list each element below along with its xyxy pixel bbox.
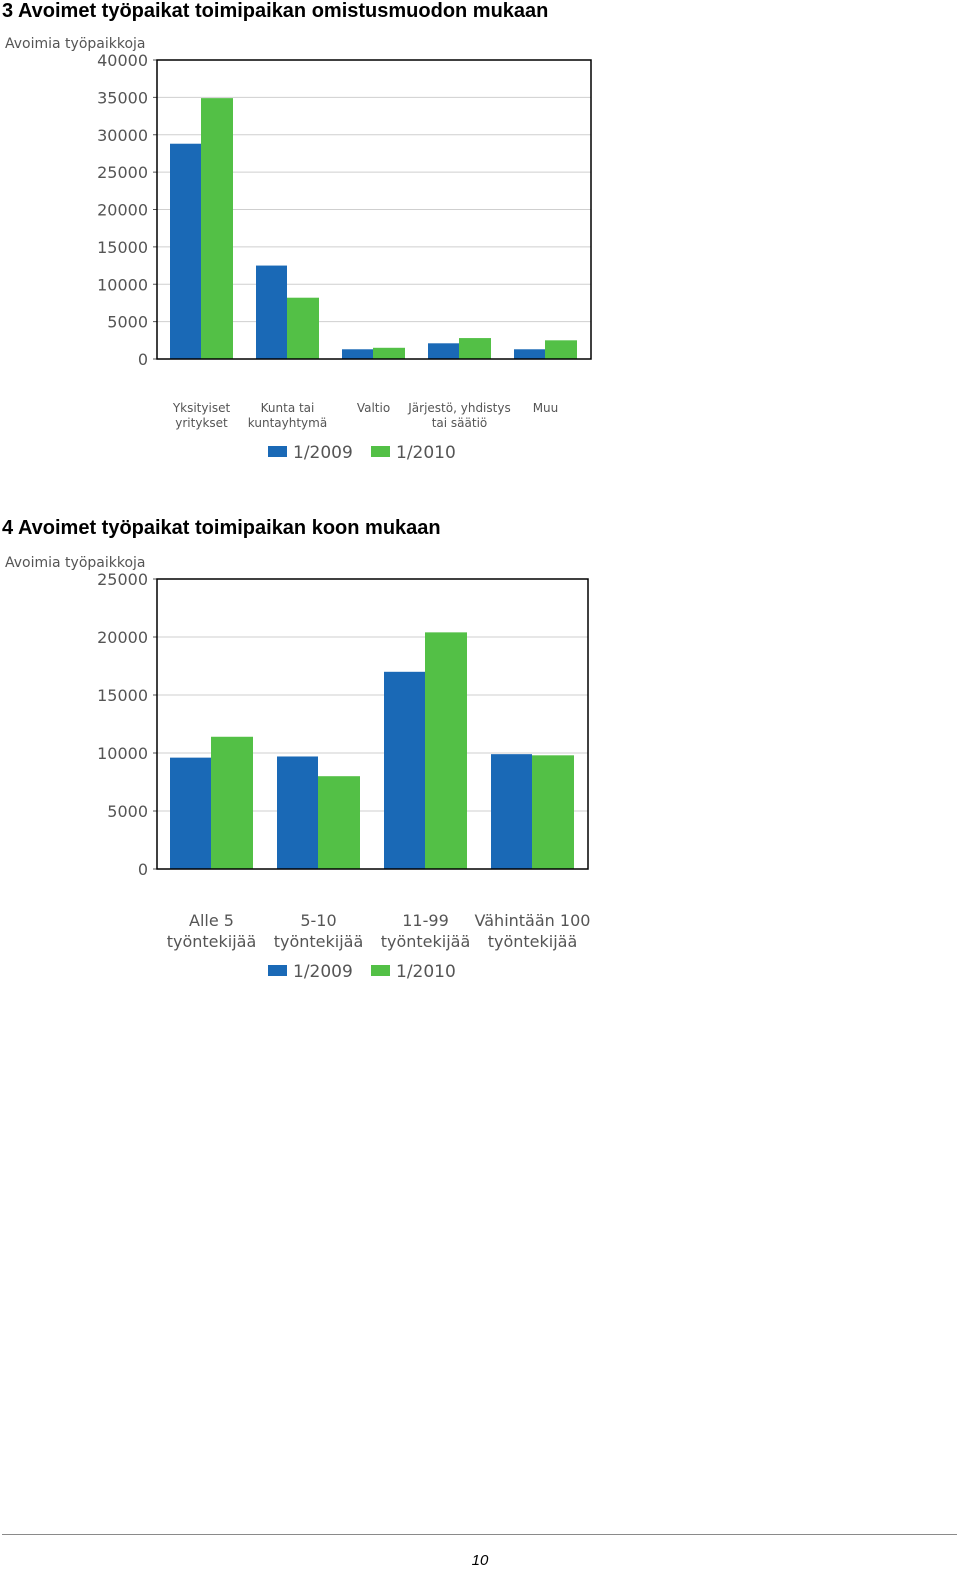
y-tick-label: 5000	[107, 312, 148, 332]
category-label: yritykset	[175, 416, 228, 430]
legend-label: 1/2009	[293, 443, 353, 463]
category-label: Muu	[532, 401, 559, 415]
bar	[342, 349, 373, 359]
bar	[545, 340, 577, 359]
category-label: Alle 5	[189, 911, 234, 930]
y-axis-title: Avoimia työpaikkoja	[5, 555, 146, 571]
bar	[425, 632, 467, 869]
bar	[428, 343, 459, 359]
category-label: 11-99	[402, 911, 449, 930]
y-axis-title: Avoimia työpaikkoja	[5, 36, 146, 52]
chart-size	[0, 549, 640, 989]
footer-divider	[2, 1534, 957, 1535]
category-label: työntekijää	[380, 932, 471, 951]
chart-1-heading: 3 Avoimet työpaikat toimipaikan omistusmuodon mukaan	[2, 0, 549, 22]
y-tick-label: 15000	[97, 237, 148, 257]
bar	[373, 348, 405, 359]
category-label: Valtio	[356, 401, 391, 415]
bar	[211, 737, 253, 869]
bar	[277, 756, 318, 869]
category-label: Vähintään 100	[474, 911, 591, 930]
legend-label: 1/2010	[396, 443, 456, 463]
bar	[318, 776, 360, 869]
bar	[256, 266, 287, 359]
y-tick-label: 35000	[97, 88, 148, 108]
legend-swatch	[268, 965, 287, 976]
y-tick-label: 0	[137, 860, 148, 879]
category-label: tai säätiö	[431, 416, 488, 430]
bar	[384, 672, 425, 869]
bar	[532, 755, 574, 869]
category-label: Järjestö, yhdistys	[408, 401, 511, 415]
y-tick-label: 15000	[97, 686, 148, 705]
y-tick-label: 10000	[97, 744, 148, 763]
legend-label: 1/2009	[293, 962, 353, 982]
bar	[170, 144, 201, 359]
bar	[491, 754, 532, 869]
category-label: kuntayhtymä	[247, 416, 328, 430]
legend-label: 1/2010	[396, 962, 456, 982]
chart-ownership	[0, 30, 640, 470]
page-number: 10	[471, 1552, 489, 1569]
y-tick-label: 0	[137, 350, 148, 369]
category-label: Yksityiset	[172, 401, 231, 415]
legend-swatch	[371, 446, 390, 457]
y-tick-label: 10000	[97, 275, 148, 295]
y-tick-label: 25000	[97, 163, 148, 183]
y-tick-label: 20000	[97, 200, 148, 220]
legend-swatch	[371, 965, 390, 976]
category-label: työntekijää	[166, 932, 257, 951]
y-tick-label: 30000	[97, 125, 148, 145]
y-tick-label: 25000	[97, 570, 148, 589]
bar	[514, 349, 545, 359]
bar	[201, 98, 233, 359]
y-tick-label: 20000	[97, 628, 148, 647]
y-tick-label: 5000	[107, 802, 148, 821]
y-tick-label: 40000	[97, 51, 148, 70]
category-label: Kunta tai	[260, 401, 315, 415]
bar	[170, 758, 211, 869]
legend-swatch	[268, 446, 287, 457]
category-label: 5-10	[300, 911, 337, 930]
bar	[287, 298, 319, 359]
category-label: työntekijää	[487, 932, 578, 951]
category-label: työntekijää	[273, 932, 364, 951]
bar	[459, 338, 491, 359]
chart-2-heading: 4 Avoimet työpaikat toimipaikan koon mukaan	[2, 517, 441, 539]
